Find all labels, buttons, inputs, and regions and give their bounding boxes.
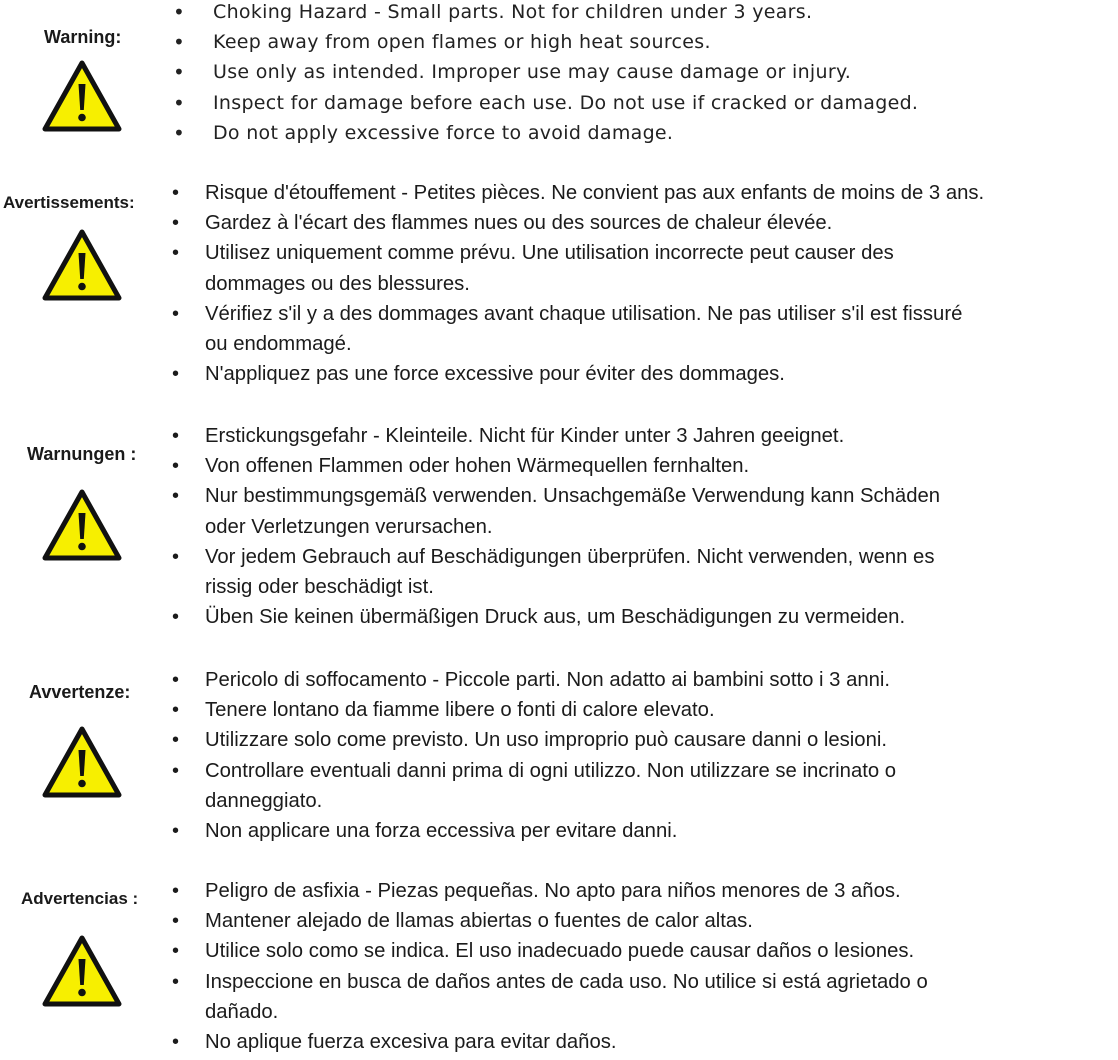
list-item: • Utilice solo como se indica. El uso inadecuado puede causar daños o lesiones. [172, 936, 928, 966]
list-item: • Choking Hazard - Small parts. Not for children under 3 years. [173, 0, 918, 27]
section-label-es: Advertencias : [21, 889, 139, 908]
list-item: • N'appliquez pas une force excessive pour éviter des dommages. [172, 359, 984, 389]
warning-list-de [172, 421, 940, 632]
section-label-en: Warning: [44, 27, 122, 47]
list-item: • Keep away from open flames or high heat sources. [173, 27, 918, 57]
warning-list-en [173, 0, 918, 148]
warning-list-es [172, 876, 928, 1057]
list-item: • Peligro de asfixia - Piezas pequeñas. No apto para niños menores de 3 años. [172, 876, 928, 906]
list-item: • No aplique fuerza excesiva para evitar daños. [172, 1027, 928, 1057]
list-item: • Do not apply excessive force to avoid damage. [173, 118, 918, 148]
list-item: • Üben Sie keinen übermäßigen Druck aus, um Beschädigungen zu vermeiden. [172, 602, 940, 632]
warning-triangle-icon [42, 935, 122, 1007]
list-item: • Use only as intended. Improper use may cause damage or injury. [173, 57, 918, 87]
list-item: • Controllare eventuali danni prima di ogni utilizzo. Non utilizzare se incrinato o danneggiato. [172, 756, 896, 816]
section-label-de: Warnungen : [27, 444, 137, 464]
list-item: • Pericolo di soffocamento - Piccole parti. Non adatto ai bambini sotto i 3 anni. [172, 665, 896, 695]
warning-list-it [172, 665, 896, 846]
list-item: • Utilizzare solo come previsto. Un uso improprio può causare danni o lesioni. [172, 725, 896, 755]
list-item: • Tenere lontano da fiamme libere o fonti di calore elevato. [172, 695, 896, 725]
list-item: • Utilisez uniquement comme prévu. Une utilisation incorrecte peut causer des dommages ou des blessures. [172, 238, 984, 298]
warning-triangle-icon [42, 229, 122, 301]
list-item: • Risque d'étouffement - Petites pièces. Ne convient pas aux enfants de moins de 3 ans. [172, 178, 984, 208]
warning-list-fr [172, 178, 984, 389]
section-label-it: Avvertenze: [29, 682, 131, 702]
warning-triangle-icon [42, 60, 122, 132]
list-item: • Inspeccione en busca de daños antes de cada uso. No utilice si está agrietado o dañado. [172, 967, 928, 1027]
list-item: • Gardez à l'écart des flammes nues ou des sources de chaleur élevée. [172, 208, 984, 238]
list-item: • Mantener alejado de llamas abiertas o fuentes de calor altas. [172, 906, 928, 936]
section-label-fr: Avertissements: [3, 193, 135, 212]
warning-triangle-icon [42, 489, 122, 561]
list-item: • Inspect for damage before each use. Do not use if cracked or damaged. [173, 88, 918, 118]
warning-triangle-icon [42, 726, 122, 798]
list-item: • Nur bestimmungsgemäß verwenden. Unsachgemäße Verwendung kann Schäden oder Verletzungen verursachen. [172, 481, 940, 541]
list-item: • Non applicare una forza eccessiva per evitare danni. [172, 816, 896, 846]
list-item: • Von offenen Flammen oder hohen Wärmequellen fernhalten. [172, 451, 940, 481]
list-item: • Vor jedem Gebrauch auf Beschädigungen überprüfen. Nicht verwenden, wenn es rissig oder beschädigt ist. [172, 542, 940, 602]
list-item: • Vérifiez s'il y a des dommages avant chaque utilisation. Ne pas utiliser s'il est fissuré ou endommagé. [172, 299, 984, 359]
list-item: • Erstickungsgefahr - Kleinteile. Nicht für Kinder unter 3 Jahren geeignet. [172, 421, 940, 451]
